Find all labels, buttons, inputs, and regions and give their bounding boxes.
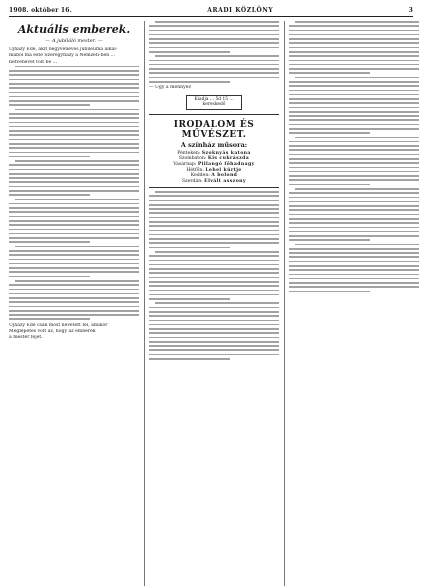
illegible-text-line — [289, 60, 419, 62]
header-date: 1908. október 16. — [9, 7, 72, 14]
illegible-text-line — [149, 272, 279, 274]
illegible-text-line — [9, 211, 139, 213]
illegible-text-line — [295, 137, 419, 139]
illegible-text-line — [289, 141, 419, 143]
illegible-text-line — [9, 263, 139, 265]
illegible-text-line — [9, 122, 139, 124]
illegible-text-line — [9, 74, 139, 76]
illegible-text-line — [289, 291, 370, 293]
illegible-text-line — [9, 314, 139, 316]
illegible-text-line — [9, 70, 139, 72]
illegible-text-line — [149, 30, 279, 32]
program-day: Szombaton — [178, 156, 205, 162]
illegible-text-line — [9, 134, 139, 136]
article-closing — [9, 323, 139, 341]
illegible-text-line — [9, 297, 139, 299]
illegible-text-line — [9, 301, 139, 303]
illegible-text-line — [9, 203, 139, 205]
illegible-text-line — [149, 307, 279, 309]
illegible-text-line — [9, 113, 139, 115]
illegible-text-line — [289, 222, 419, 224]
section-title: IRODALOM ÉS MŰVÉSZET. — [173, 119, 255, 140]
program-day: Pénteken — [177, 150, 199, 156]
illegible-text-line — [15, 109, 139, 111]
illegible-text-line — [155, 302, 279, 304]
illegible-text-line — [289, 231, 419, 233]
illegible-text-line — [289, 30, 419, 32]
program-day: Kedden — [190, 173, 209, 179]
illegible-text-line — [149, 217, 279, 219]
illegible-text-line — [9, 117, 139, 119]
illegible-text-line — [9, 250, 139, 252]
illegible-text-line — [149, 60, 279, 62]
illegible-text-line — [9, 271, 139, 273]
illegible-text-line — [9, 190, 139, 192]
illegible-text-line — [289, 274, 419, 276]
illegible-text-line — [295, 244, 419, 246]
illegible-text-line — [9, 254, 139, 256]
program-day: Hétfőn — [186, 167, 203, 173]
illegible-text-line — [289, 167, 419, 169]
illegible-text-line — [289, 34, 419, 36]
program-row: Szombaton: Kis cukrászda — [178, 156, 250, 162]
section-divider — [149, 187, 279, 188]
illegible-text-line — [149, 354, 279, 356]
illegible-text-line — [149, 242, 279, 244]
illegible-text-line — [9, 293, 139, 295]
illegible-text-line — [149, 349, 279, 351]
illegible-text-line — [289, 38, 419, 40]
illegible-text-line — [289, 278, 419, 280]
illegible-text-line — [149, 268, 279, 270]
illegible-text-line — [149, 64, 279, 66]
illegible-text-line — [289, 209, 419, 211]
illegible-text-line — [9, 83, 139, 85]
illegible-text-line — [9, 229, 139, 231]
illegible-text-line — [149, 294, 279, 296]
illegible-text-line — [9, 241, 90, 243]
program-row: Vasárnap: Pillangó főhadnagy — [173, 161, 255, 167]
illegible-text-line — [149, 234, 279, 236]
illegible-text-line — [149, 311, 279, 313]
illegible-text-line — [149, 68, 279, 70]
newspaper-title: ARADI KÖZLÖNY — [207, 7, 274, 14]
section-subtitle: A színház műsora: — [180, 140, 248, 149]
illegible-text-line — [149, 324, 279, 326]
illegible-text-line — [289, 90, 419, 92]
illegible-text-line — [149, 230, 279, 232]
illegible-text-line — [9, 152, 139, 154]
illegible-text-line — [289, 184, 370, 186]
illegible-text-line — [149, 77, 279, 79]
article-headline: Aktuális emberek. — [17, 23, 131, 36]
illegible-text-line — [149, 260, 279, 262]
illegible-text-line — [149, 264, 279, 266]
illegible-text-line — [289, 55, 419, 57]
illegible-text-line — [9, 96, 139, 98]
program-show: A bolond — [211, 173, 238, 179]
illegible-text-line — [149, 298, 230, 300]
illegible-text-line — [155, 251, 279, 253]
illegible-text-line — [9, 220, 139, 222]
illegible-text-line — [149, 34, 279, 36]
illegible-text-line — [149, 47, 279, 49]
illegible-text-line — [149, 38, 279, 40]
illegible-text-line — [155, 191, 279, 193]
program-show: Pillangó főhadnagy — [197, 161, 255, 167]
theatre-article-body — [149, 191, 279, 360]
text-line: Ujházy Ede, akit negyvenéves jubileuma alkal- — [9, 47, 118, 52]
illegible-text-line — [149, 247, 230, 249]
illegible-text-line — [289, 269, 419, 271]
illegible-text-line — [289, 282, 419, 284]
column-2 — [144, 21, 279, 586]
illegible-text-line — [9, 87, 139, 89]
illegible-text-line — [149, 42, 279, 44]
illegible-text-line — [149, 208, 279, 210]
illegible-text-line — [289, 115, 419, 117]
illegible-text-line — [149, 332, 279, 334]
illegible-text-line — [289, 252, 419, 254]
section-divider — [149, 114, 279, 115]
text-line: a mester fejét. — [9, 335, 43, 341]
illegible-text-line — [289, 171, 419, 173]
illegible-text-line — [9, 104, 90, 106]
illegible-text-line — [289, 128, 419, 130]
program-row: Szerdán: Elvált asszony — [182, 178, 246, 184]
advert-stamp — [186, 95, 242, 110]
illegible-text-line — [289, 162, 419, 164]
illegible-text-line — [149, 337, 279, 339]
illegible-text-line — [289, 175, 419, 177]
illegible-text-line — [289, 235, 419, 237]
illegible-text-line — [289, 64, 419, 66]
illegible-text-line — [149, 51, 230, 53]
illegible-text-line — [9, 143, 139, 145]
illegible-text-line — [9, 267, 139, 269]
illegible-text-line — [289, 205, 419, 207]
illegible-text-line — [295, 21, 419, 23]
stamp-line: Kiadja ... 5d 15 ... — [194, 96, 234, 102]
illegible-text-line — [9, 233, 139, 235]
illegible-text-line — [289, 256, 419, 258]
article-subheadline: — A jubiláló mester. — — [45, 38, 103, 44]
column-3-body — [289, 21, 419, 292]
illegible-text-line — [149, 255, 279, 257]
illegible-text-line — [9, 216, 139, 218]
illegible-text-line — [155, 55, 279, 57]
illegible-text-line — [289, 214, 419, 216]
illegible-text-line — [15, 246, 139, 248]
text-line: hetvenévet tölt be ... — [9, 59, 58, 65]
illegible-text-line — [289, 192, 419, 194]
illegible-text-line — [15, 160, 139, 162]
illegible-text-line — [289, 111, 419, 113]
illegible-text-line — [289, 124, 419, 126]
illegible-text-line — [289, 261, 419, 263]
page-header — [9, 7, 413, 17]
advert-stamp-wrap — [149, 95, 279, 110]
illegible-text-line — [9, 186, 139, 188]
illegible-text-line — [9, 169, 139, 171]
illegible-text-line — [9, 177, 139, 179]
illegible-text-line — [289, 197, 419, 199]
illegible-text-line — [289, 107, 419, 109]
illegible-text-line — [289, 149, 419, 151]
illegible-text-line — [9, 156, 90, 158]
illegible-text-line — [149, 81, 230, 83]
closing-quote: — Ugy a mennyei! — [149, 85, 192, 91]
illegible-text-line — [9, 126, 139, 128]
stamp-line: kereskedő — [202, 101, 226, 107]
program-day: Szerdán — [182, 178, 202, 184]
illegible-text-line — [289, 51, 419, 53]
illegible-text-line — [9, 147, 139, 149]
illegible-text-line — [9, 130, 139, 132]
theatre-program — [149, 151, 279, 185]
illegible-text-line — [9, 284, 139, 286]
illegible-text-line — [289, 132, 370, 134]
illegible-text-line — [289, 286, 419, 288]
illegible-text-line — [295, 77, 419, 79]
program-show: Szoknyás katona — [201, 150, 251, 156]
column-1 — [9, 21, 139, 586]
illegible-text-line — [149, 341, 279, 343]
illegible-text-line — [289, 102, 419, 104]
illegible-text-line — [289, 145, 419, 147]
illegible-text-line — [289, 218, 419, 220]
illegible-text-line — [149, 200, 279, 202]
illegible-text-line — [149, 221, 279, 223]
illegible-text-line — [9, 207, 139, 209]
illegible-text-line — [289, 25, 419, 27]
column-3 — [284, 21, 419, 586]
illegible-text-line — [9, 173, 139, 175]
illegible-text-line — [149, 358, 230, 360]
illegible-text-line — [289, 248, 419, 250]
illegible-text-line — [9, 139, 139, 141]
illegible-text-line — [149, 212, 279, 214]
illegible-text-line — [289, 201, 419, 203]
illegible-text-line — [9, 181, 139, 183]
illegible-text-line — [9, 194, 90, 196]
illegible-text-line — [289, 42, 419, 44]
program-row: Pénteken: Szoknyás katona — [177, 150, 251, 156]
illegible-text-line — [149, 25, 279, 27]
illegible-text-line — [289, 119, 419, 121]
program-row: Kedden: A bolond — [190, 173, 238, 179]
columns — [9, 21, 413, 586]
illegible-text-line — [9, 224, 139, 226]
illegible-text-line — [289, 85, 419, 87]
illegible-text-line — [289, 47, 419, 49]
illegible-text-line — [9, 259, 139, 261]
page-number: 3 — [408, 7, 413, 14]
article-opening — [9, 47, 139, 65]
illegible-text-line — [149, 204, 279, 206]
article-body — [9, 66, 139, 320]
illegible-text-line — [149, 290, 279, 292]
program-show: Lehel kürtje — [205, 167, 242, 173]
illegible-text-line — [149, 320, 279, 322]
illegible-text-line — [289, 81, 419, 83]
illegible-text-line — [149, 72, 279, 74]
illegible-text-line — [289, 265, 419, 267]
article-continuation — [149, 21, 279, 83]
illegible-text-line — [155, 21, 279, 23]
illegible-text-line — [289, 94, 419, 96]
illegible-text-line — [9, 318, 90, 320]
illegible-text-line — [149, 285, 279, 287]
illegible-text-line — [289, 227, 419, 229]
illegible-text-line — [149, 195, 279, 197]
illegible-text-line — [149, 277, 279, 279]
illegible-text-line — [289, 68, 419, 70]
illegible-text-line — [9, 79, 139, 81]
illegible-text-line — [15, 66, 139, 68]
illegible-text-line — [9, 276, 90, 278]
illegible-text-line — [9, 306, 139, 308]
illegible-text-line — [289, 98, 419, 100]
illegible-text-line — [9, 92, 139, 94]
illegible-text-line — [15, 280, 139, 282]
program-show: Kis cukrászda — [207, 156, 250, 162]
illegible-text-line — [289, 239, 370, 241]
program-show: Elvált asszony — [204, 178, 246, 184]
program-day: Vasárnap — [173, 161, 195, 167]
illegible-text-line — [149, 225, 279, 227]
illegible-text-line — [289, 158, 419, 160]
illegible-text-line — [295, 188, 419, 190]
text-line: Meglepetés volt az, hogy az emberek — [9, 329, 96, 335]
illegible-text-line — [149, 345, 279, 347]
illegible-text-line — [149, 238, 279, 240]
illegible-text-line — [149, 281, 279, 283]
illegible-text-line — [9, 164, 139, 166]
illegible-text-line — [9, 310, 139, 312]
illegible-text-line — [149, 315, 279, 317]
illegible-text-line — [149, 328, 279, 330]
program-row: Hétfőn: Lehel kürtje — [186, 167, 242, 173]
illegible-text-line — [9, 100, 139, 102]
illegible-text-line — [289, 154, 419, 156]
illegible-text-line — [289, 179, 419, 181]
illegible-text-line — [289, 72, 370, 74]
illegible-text-line — [15, 199, 139, 201]
illegible-text-line — [9, 289, 139, 291]
illegible-text-line — [9, 237, 139, 239]
text-line: mából ma este Szeregyházy a Nemzeti-ben ... — [9, 53, 116, 59]
text-line: Ujházy Ede csak most nevetett fel, amikor — [9, 322, 108, 328]
